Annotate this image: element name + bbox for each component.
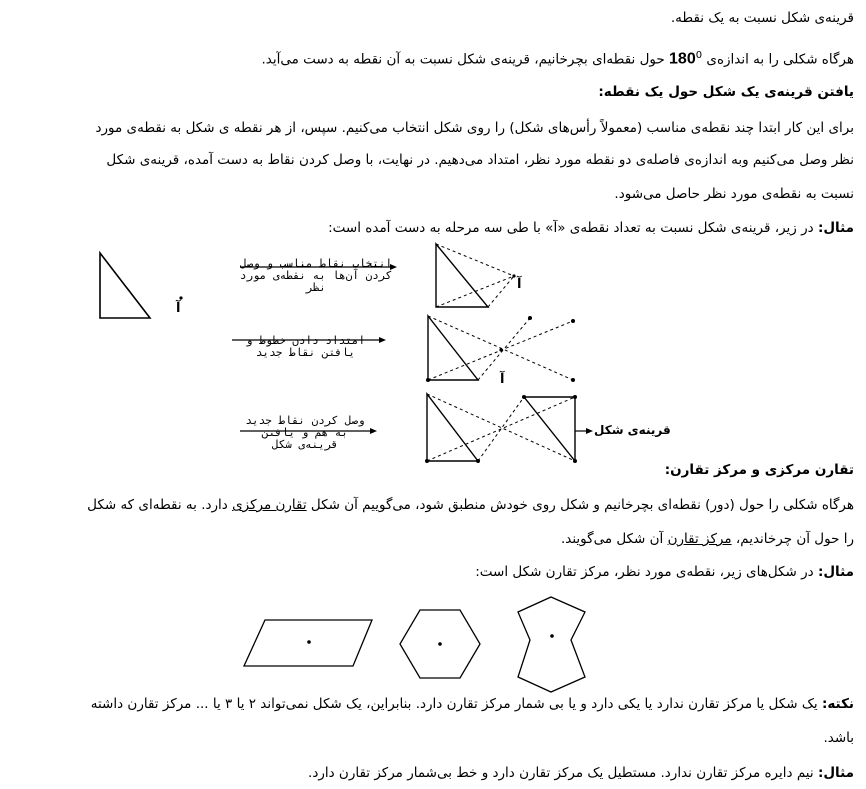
line-9-end: دارد. به نقطه‌ای که شکل	[87, 497, 233, 513]
line-1: قرینه‌ی شکل نسبت به یک نقطه.	[670, 10, 854, 26]
degree-mark: 0	[695, 50, 703, 61]
step2-point-label: آ	[500, 372, 505, 387]
line-14	[308, 763, 854, 783]
example-text: در زیر، قرینه‌ی شکل نسبت به تعداد نقطه‌ی «آ» با طی سه مرحله به دست آمده است:	[328, 220, 818, 236]
step3-symmetric-triangle	[524, 397, 575, 461]
result-label: قرینه‌ی شکل	[594, 423, 671, 437]
step1-point-label: آ	[517, 277, 522, 292]
angle-value: 180	[669, 50, 696, 68]
example-text-2: در شکل‌های زیر، نقطه‌ی مورد نظر، مرکز تقارن شکل است:	[475, 564, 818, 580]
line-9	[87, 495, 854, 515]
line-9-start: هرگاه شکلی را حول (دور) نقطه‌ای بچرخانیم و شکل روی خودش منطبق شود، می‌گوییم آن شکل	[306, 497, 854, 513]
note-label: نکته:	[821, 696, 854, 712]
line-2-end: حول نقطه‌ای بچرخانیم، قرینه‌ی شکل نسبت به آن نقطه به دست می‌آید.	[261, 51, 670, 68]
line-10-start: را حول آن چرخاندیم،	[731, 531, 854, 547]
step3-label: وصل کردن نقاط جدید به هم و یافتن قرینه‌ی شکل	[245, 414, 365, 451]
step2-triangle	[428, 316, 478, 380]
example-label-2: مثال:	[817, 564, 854, 580]
line-2-start: هرگاه شکلی را به اندازه‌ی	[702, 51, 854, 68]
center-point-dot	[179, 296, 182, 299]
original-triangle	[100, 253, 150, 318]
section-heading-find-symmetry: یافتن قرینه‌ی یک شکل حول یک نقطه:	[598, 84, 854, 100]
line-11	[475, 562, 854, 582]
concave-octagon	[518, 597, 585, 692]
section-heading-central-symmetry: تقارن مرکزی و مرکز تقارن:	[664, 462, 854, 478]
step2-label: امتداد دادن خطوط و یافتن نقاط جدید	[245, 334, 366, 359]
step1-label: انتخاب نقاط مناسب و وصل کردن آن‌ها به نقطه‌ی مورد نظر	[239, 257, 393, 294]
line-4: برای این کار ابتدا چند نقطه‌ی مناسب (معمولاً رأس‌های شکل) را روی شکل انتخاب می‌کنیم. سپس، از هر نقطه ی شکل به نقطه‌ی مورد	[95, 120, 854, 136]
line-12	[91, 694, 854, 714]
center-point-label: آ	[176, 301, 181, 316]
step1-triangle	[436, 244, 488, 307]
line-5: نظر وصل می‌کنیم وبه اندازه‌ی فاصله‌ی دو نقطه مورد نظر، امتداد می‌دهیم. در نهایت، با وصل کردن نقاط به دست آمده، قرینه‌ی شکل	[106, 152, 854, 168]
line-10-end: آن شکل می‌گویند.	[560, 531, 668, 547]
line-10	[561, 529, 854, 549]
term-center-of-symmetry: مرکز تقارن	[667, 531, 732, 547]
example-label: مثال:	[817, 220, 854, 236]
term-central-symmetry: تقارن مرکزی	[232, 497, 307, 513]
step3-original-triangle	[427, 394, 478, 461]
example-label-3: مثال:	[817, 765, 854, 781]
line-13: باشد.	[823, 730, 854, 746]
example-text-3: نیم دایره مرکز تقارن ندارد. مستطیل یک مرکز تقارن دارد و خط بی‌شمار مرکز تقارن دارد.	[308, 765, 818, 781]
line-6: نسبت به نقطه‌ی مورد نظر حاصل می‌شود.	[614, 186, 854, 202]
note-text: یک شکل یا مرکز تقارن ندارد یا یکی دارد و یا بی شمار مرکز تقارن دارد. بنابراین، یک شکل نمی‌تواند ۲ یا ۳ یا ... مرکز تقارن داشته	[90, 696, 822, 712]
